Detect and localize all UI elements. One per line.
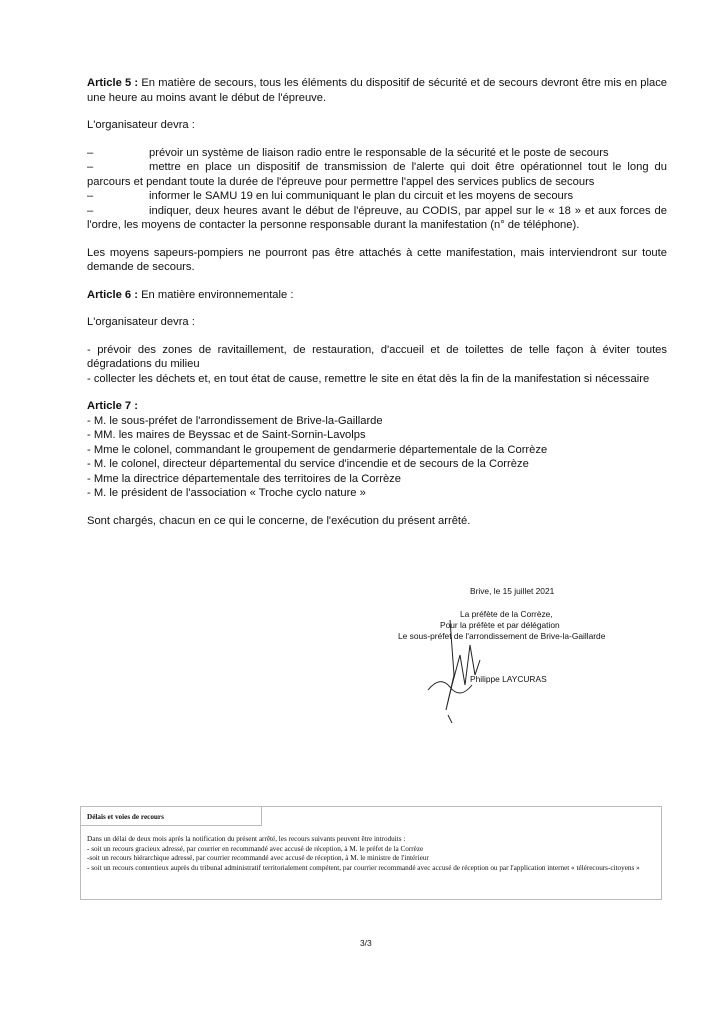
- recours-body: [87, 835, 657, 873]
- recours-box: [80, 806, 662, 900]
- article-5-intro: L'organisateur devra :: [87, 119, 195, 131]
- list-item: [87, 146, 667, 161]
- signature-date: Brive, le 15 juillet 2021: [470, 586, 555, 596]
- list-dash: –: [87, 204, 94, 217]
- article-6-text: En matière environnementale :: [137, 288, 294, 301]
- article-6-paragraph: [87, 288, 667, 303]
- recours-line: - soit un recours gracieux adressé, par courrier en recommandé avec accusé de réception, à M. le préfet de la Corrèze: [87, 844, 424, 853]
- list-item: - prévoir des zones de ravitaillement, de restauration, d'accueil et de toilettes de telle façon à éviter toutes dégradations du milieu: [87, 343, 667, 370]
- signature-office-line: Le sous-préfet de l'arrondissement de Brive-la-Gaillarde: [398, 631, 606, 641]
- article-7-closing: Sont chargés, chacun en ce qui le concerne, de l'exécution du présent arrêté.: [87, 514, 471, 527]
- list-dash: –: [87, 146, 94, 159]
- list-dash: –: [87, 190, 94, 202]
- page-number: 3/3: [360, 938, 372, 948]
- signature-title-line: La préfète de la Corrèze,: [460, 609, 553, 619]
- list-item: - M. le colonel, directeur départemental du service d'incendie et de secours de la Corrèze: [87, 458, 529, 470]
- list-item-text: indiquer, deux heures avant le début de l'épreuve, au CODIS, par appel sur le « 18 » et aux forces de l'ordre, les moyens de contacter la personne responsable durant la manifestation (n° de téléphone).: [87, 204, 667, 231]
- signature-delegation-line: Pour la préfète et par délégation: [440, 620, 560, 630]
- list-item: [87, 160, 667, 189]
- article-6-list: [87, 343, 667, 387]
- article-7-list: [87, 399, 667, 501]
- article-6-label: Article 6 :: [87, 288, 138, 301]
- handwritten-signature: [420, 615, 500, 725]
- list-item-text: informer le SAMU 19 en lui communiquant le plan du circuit et les moyens de secours: [149, 190, 574, 202]
- list-item: - MM. les maires de Beyssac et de Saint-Sornin-Lavolps: [87, 429, 366, 441]
- list-item-text: prévoir un système de liaison radio entre le responsable de la sécurité et le poste de secours: [149, 146, 609, 159]
- list-dash: –: [87, 161, 94, 173]
- signatory-name: Philippe LAYCURAS: [470, 674, 547, 684]
- article-7-label: Article 7 :: [87, 400, 138, 412]
- list-item-text: mettre en place un dispositif de transmission de l'alerte qui doit être opérationnel tout le long du parcours et pendant toute la durée de l'épreuve pour permettre l'appel des services publics de secours: [87, 161, 667, 188]
- article-5-text: En matière de secours, tous les éléments du dispositif de sécurité et de secours devront être mis en place une heure au moins avant le début de l'épreuve.: [87, 77, 668, 104]
- list-item: [87, 189, 667, 204]
- list-item: - collecter les déchets et, en tout état de cause, remettre le site en état dès la fin de la manifestation si nécessaire: [87, 372, 650, 385]
- document-body: [87, 76, 667, 541]
- recours-line: - soit un recours contentieux auprès du tribunal administratif territorialement compétent, par courrier recommandé avec accusé de réception ou par l'application internet « télérecours-citoyens »: [87, 863, 640, 872]
- article-5-label: Article 5 :: [87, 77, 139, 89]
- article-5-closing: Les moyens sapeurs-pompiers ne pourront pas être attachés à cette manifestation, mais interviendront sur toute demande de secours.: [87, 246, 667, 273]
- article-5-paragraph: [87, 76, 667, 105]
- article-5-list: [87, 146, 667, 233]
- recours-line: Dans un délai de deux mois après la notification du présent arrêté, les recours suivants peuvent être introduits :: [87, 835, 406, 843]
- article-6-intro: L'organisateur devra :: [87, 316, 195, 328]
- recours-line: -soit un recours hiérarchique adressé, par courrier recommandé avec accusé de réception, à M. le ministre de l'intérieur: [87, 854, 429, 863]
- list-item: - Mme la directrice départementale des territoires de la Corrèze: [87, 472, 401, 485]
- list-item: - M. le sous-préfet de l'arrondissement de Brive-la-Gaillarde: [87, 414, 383, 427]
- recours-title: Délais et voies de recours: [87, 813, 164, 821]
- list-item: - M. le président de l'association « Troche cyclo nature »: [87, 487, 366, 499]
- list-item: [87, 204, 667, 233]
- list-item: - Mme le colonel, commandant le groupement de gendarmerie départementale de la Corrèze: [87, 443, 548, 456]
